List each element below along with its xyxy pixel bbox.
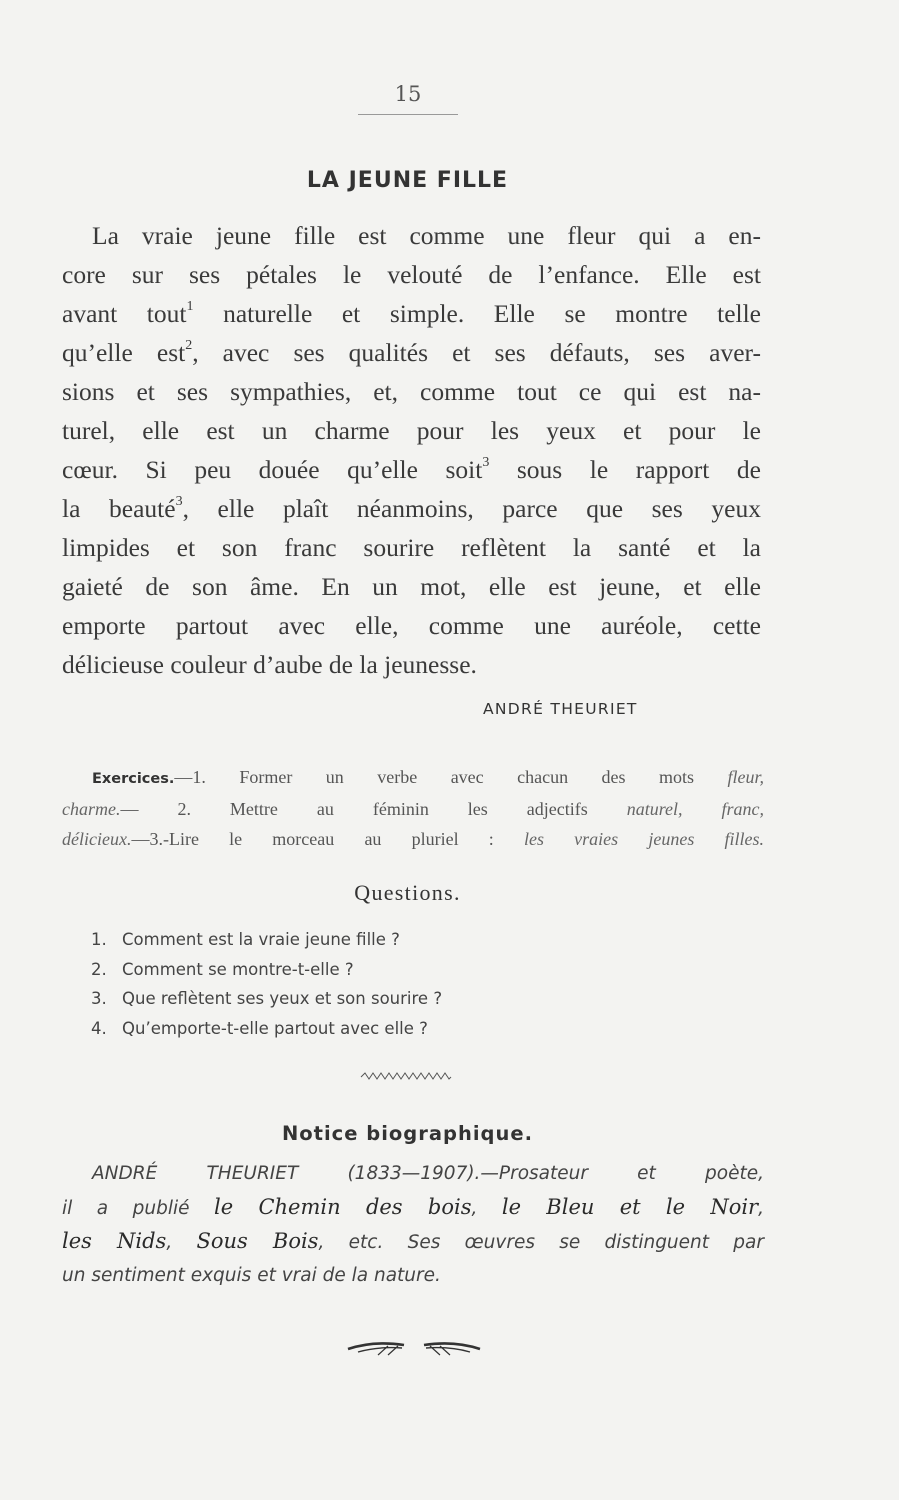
reading-line: qu’elle est$^2$, avec ses qualités et ses défauts, ses aver- xyxy=(62,338,761,367)
question-item: 2. Comment se montre-t-elle ? xyxy=(91,959,354,979)
book-title: le Bleu et le Noir xyxy=(501,1194,759,1219)
reading-line: La vraie jeune fille est comme une fleur qui a en- xyxy=(92,221,761,250)
footnote-mark: 2 xyxy=(185,338,193,353)
exercises-label: Exercices. xyxy=(92,771,175,787)
exercises-block xyxy=(62,762,764,854)
reading-line: sions et ses sympathies, et, comme tout ce qui est na- xyxy=(62,377,761,406)
end-ornament-icon xyxy=(344,1336,484,1358)
page-number: 15 xyxy=(394,82,422,106)
footnote-mark: 3 xyxy=(175,494,183,509)
notice-line: un sentiment exquis et vrai de la nature. xyxy=(62,1264,441,1286)
reading-line: avant tout$^1$ naturelle et simple. Elle se montre telle xyxy=(62,299,761,328)
notice-line: il a publié le Chemin des bois, le Bleu et le Noir, xyxy=(62,1194,764,1219)
question-item: 1. Comment est la vraie jeune fille ? xyxy=(91,930,400,949)
book-title: Sous Bois xyxy=(196,1229,319,1253)
book-title: le Chemin des bois xyxy=(214,1194,472,1219)
reading-text xyxy=(62,216,761,684)
reading-title: LA JEUNE FILLE xyxy=(306,168,509,193)
exercises-line: délicieux.—3.-Lire le morceau au pluriel : les vraies jeunes filles. xyxy=(62,829,765,849)
question-item: 4. Qu’emporte-t-elle partout avec elle ? xyxy=(91,1018,428,1038)
exercises-line: charme.— 2. Mettre au féminin les adjectifs naturel, franc, xyxy=(62,799,764,819)
questions-list xyxy=(91,925,442,1043)
footnote-mark: 1 xyxy=(186,299,194,314)
notice-line: les Nids, Sous Bois, etc. Ses œuvres se distinguent par xyxy=(62,1229,764,1253)
reading-line: cœur. Si peu douée qu’elle soit$^3$ sous le rapport de xyxy=(62,455,761,484)
exercises-line: Exercices.—1. Former un verbe avec chacun des mots fleur, xyxy=(92,767,764,787)
reading-line: la beauté$^3$, elle plaît néanmoins, parce que ses yeux xyxy=(62,494,761,523)
reading-line: emporte partout avec elle, comme une auréole, cette xyxy=(62,611,761,640)
notice-title: Notice biographique. xyxy=(281,1122,534,1145)
author-signature: ANDRÉ THEURIET xyxy=(483,700,638,718)
reading-line: délicieuse couleur d’aube de la jeunesse. xyxy=(62,650,477,679)
notice-line: ANDRÉ THEURIET (1833—1907).—Prosateur et poète, xyxy=(92,1163,764,1184)
footnote-mark: 3 xyxy=(482,455,490,470)
notice-text xyxy=(62,1158,764,1292)
reading-line: core sur ses pétales le velouté de l’enfance. Elle est xyxy=(62,260,761,289)
question-item: 3. Que reflètent ses yeux et son sourire ? xyxy=(91,989,443,1008)
page-number-rule xyxy=(358,114,458,115)
book-title: les Nids xyxy=(62,1229,167,1253)
reading-line: turel, elle est un charme pour les yeux et pour le xyxy=(62,416,761,445)
reading-line: limpides et son franc sourire reflètent la santé et la xyxy=(62,533,761,562)
questions-title: Questions. xyxy=(354,880,461,905)
reading-line: gaieté de son âme. En un mot, elle est jeune, et elle xyxy=(62,572,761,601)
wavy-separator-icon xyxy=(359,1070,459,1084)
